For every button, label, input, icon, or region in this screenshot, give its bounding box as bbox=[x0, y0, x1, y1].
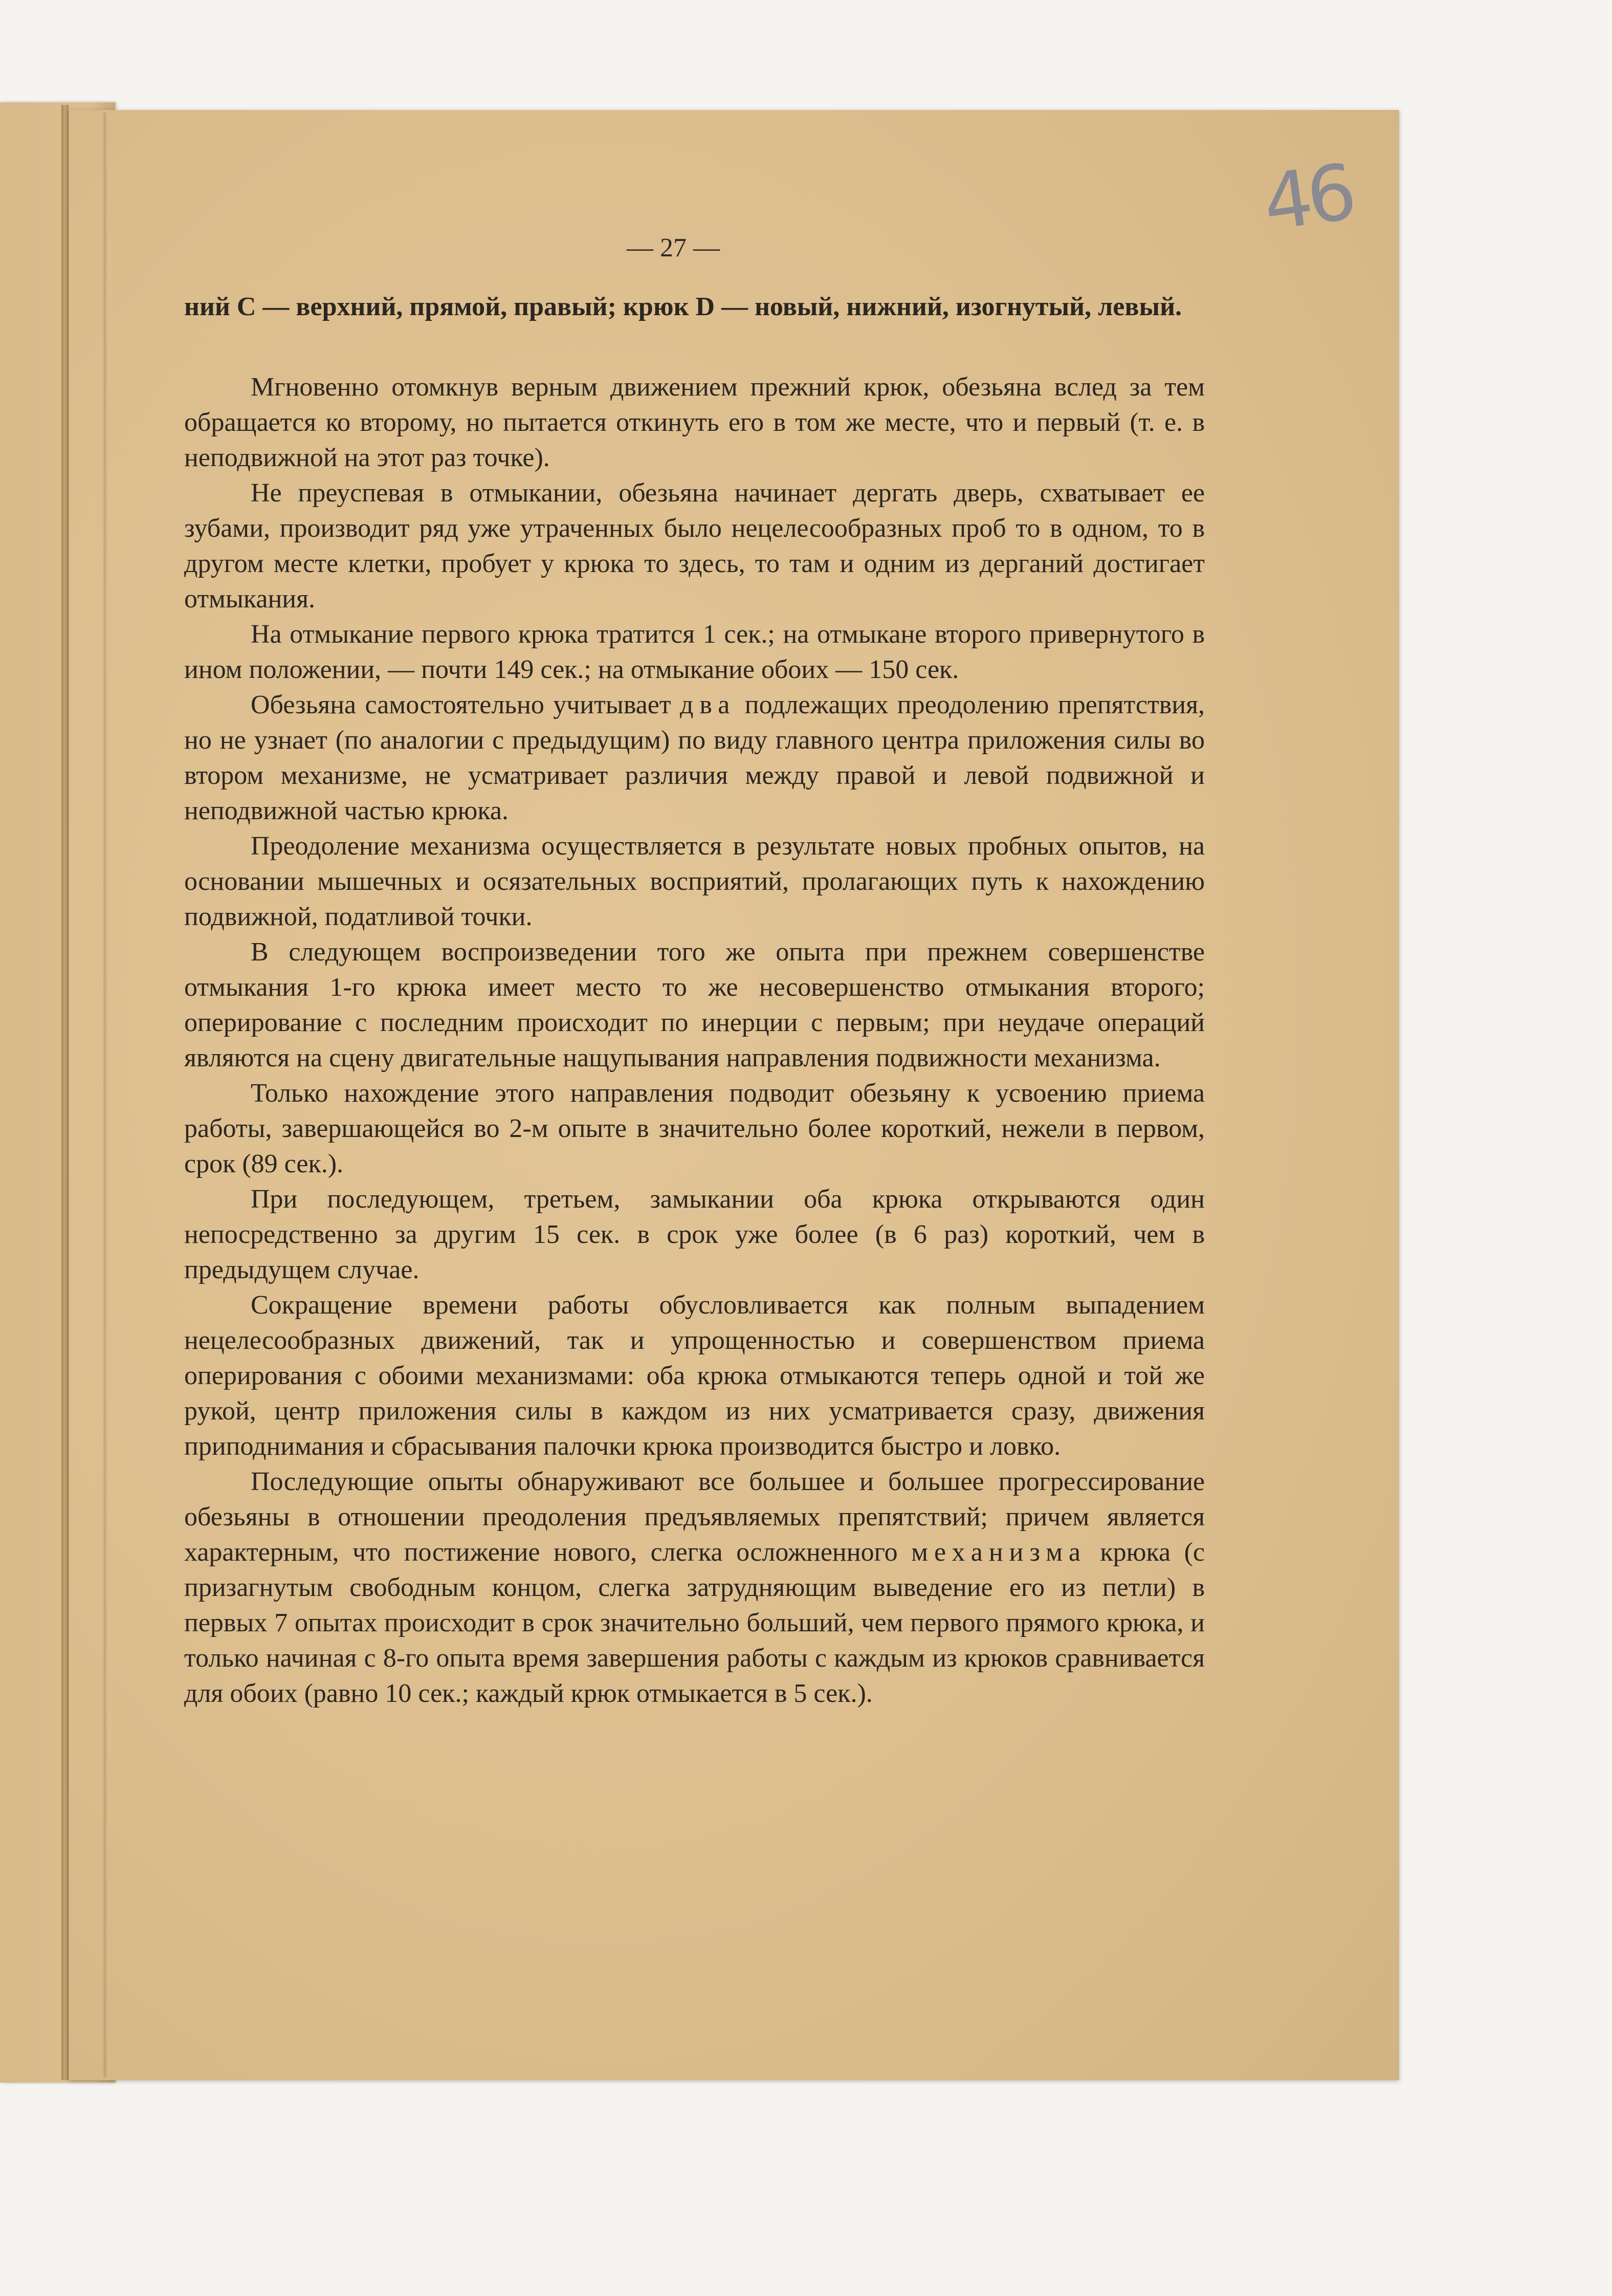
paragraph-text: крюка (с призагнутым свободным концом, слегка затрудняющим выведение его из петли) в первых 7 опытах происходит в срок значительно больший, чем первого прямого крюка, и только начиная с 8-го опыта время завершения работы с каждым из крюков сравнивается для обоих (равно 10 сек.; каждый крюк отмыкается в 5 сек.). bbox=[184, 1538, 1205, 1708]
paragraph: В следующем воспроизведении того же опыта при прежнем совершенстве отмыкания 1-го крюка имеет место то же несовершенство отмыкания второго; оперирование с последним происходит по инерции с первым; при неудаче операций являются на сцену двигательные нащупывания направления подвижности механизма. bbox=[184, 937, 1205, 1073]
handwritten-folio-number: 46 bbox=[1257, 147, 1357, 249]
paragraph bbox=[184, 687, 1205, 828]
paragraph: Не преуспевая в отмыкании, обезьяна начинает дергать дверь, схватывает ее зубами, производит ряд уже утраченных было нецелесообразных проб то в одном, то в другом месте клетки, пробует у крюка то здесь, то там и одним из дерганий достигает отмыкания. bbox=[184, 478, 1205, 614]
paragraph: Сокращение времени работы обусловливается как полным выпадением нецелесообразных движений, так и упрощенностью и совершенством приема оперирования с обоими механизмами: оба крюка отмыкаются теперь одной и той же рукой, центр приложения силы в каждом из них усматривается сразу, движения приподнимания и сбрасывания палочки крюка производится быстро и ловко. bbox=[184, 1291, 1205, 1461]
paragraph-continuation: ний C — верхний, прямой, правый; крюк D — новый, нижний, изогнутый, левый. bbox=[184, 292, 1182, 321]
paragraph: Только нахождение этого направления подводит обезьяну к усвоению приема работы, завершающейся во 2-м опыте в значительно более короткий, нежели в первом, срок (89 сек.). bbox=[184, 1079, 1205, 1178]
paragraph: Преодоление механизма осуществляется в результате новых пробных опытов, на основании мышечных и осязательных восприятий, пролагающих путь к нахождению подвижной, податливой точки. bbox=[184, 832, 1205, 931]
paragraph: При последующем, третьем, замыкании оба крюка открываются один непосредственно за другим 15 сек. в срок уже более (в 6 раз) короткий, чем в предыдущем случае. bbox=[184, 1185, 1205, 1284]
paragraph bbox=[184, 1464, 1205, 1711]
paragraph: На отмыкание первого крюка тратится 1 сек.; на отмыкане второго привернутого в ином положении, — почти 149 сек.; на отмыкание обоих — 150 сек. bbox=[184, 620, 1205, 684]
paragraph-text: подлежащих преодолению препятствия, но не узнает (по аналогии с предыдущим) по виду главного центра приложения силы во втором механизме, не усматривает различия между правой и левой подвижной и неподвижной частью крюка. bbox=[184, 690, 1205, 825]
book-spine bbox=[61, 105, 69, 2080]
paragraph-text: Обезьяна самостоятельно учитывает bbox=[251, 690, 671, 719]
emphasized-word: два bbox=[679, 690, 736, 719]
paragraph-text: Последующие опыты обнаруживают все большее и большее прогрессирование обезьяны в отношении преодоления предъявляемых препятствий; причем является характерным, что постижение нового, слегка осложненного bbox=[184, 1467, 1205, 1567]
emphasized-word: механизма bbox=[911, 1538, 1087, 1567]
page-fold-shadow bbox=[102, 113, 107, 2078]
body-text bbox=[184, 289, 1205, 1711]
page-number: — 27 — bbox=[627, 233, 720, 263]
paragraph: Мгновенно отомкнув верным движением прежний крюк, обезьяна вслед за тем обращается ко второму, но пытается откинуть его в том же месте, что и первый (т. е. в неподвижной на этот раз точке). bbox=[184, 373, 1205, 472]
